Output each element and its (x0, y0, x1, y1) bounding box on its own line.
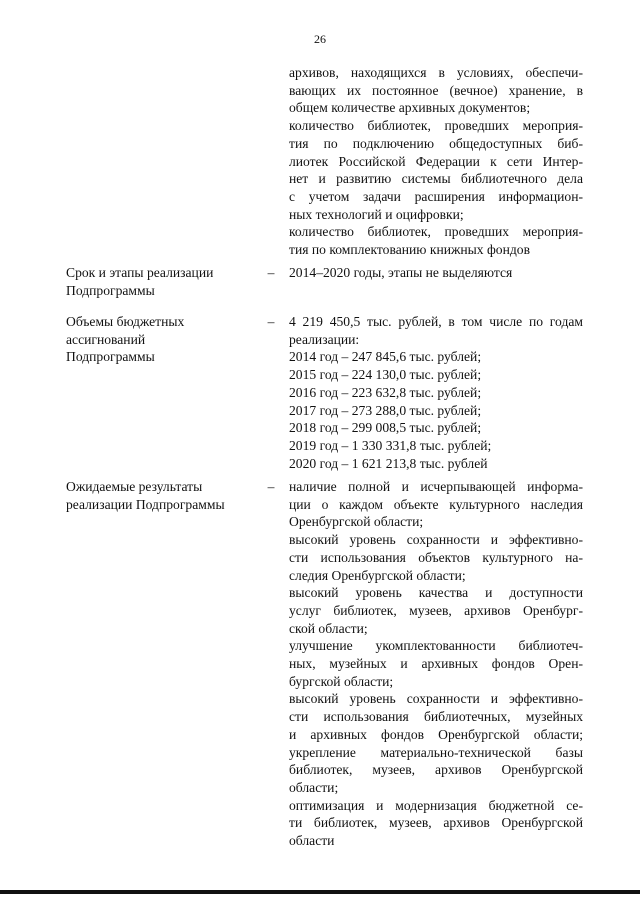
text-line: библиотек, музеев, архивов Оренбургской (289, 762, 583, 778)
page-number: 26 (314, 32, 326, 46)
text-line: лиотек Российской Федерации к сети Интер- (289, 153, 583, 169)
text-line: улучшение укомплектованности библиотеч- (289, 638, 583, 654)
text-line: 2018 год – 299 008,5 тыс. рублей; (289, 420, 482, 436)
text-line: с учетом задачи расширения информацион- (289, 188, 583, 204)
text-line: архивов, находящихся в условиях, обеспечи- (289, 65, 583, 80)
text-line: Оренбургской области; (289, 514, 424, 530)
text-line: высокий уровень сохранности и эффективно- (289, 691, 583, 707)
text-line: 2019 год – 1 330 331,8 тыс. рублей; (289, 437, 492, 453)
label-line: реализации Подпрограммы (66, 496, 225, 512)
label-line: Ожидаемые результаты (66, 479, 203, 494)
text-line: следия Оренбургской области; (289, 567, 466, 583)
text-line: высокий уровень сохранности и эффективно- (289, 532, 583, 548)
row-value-results (289, 478, 583, 850)
label-line: Подпрограммы (66, 282, 155, 298)
row-label-results (66, 478, 256, 513)
text-line: тия по комплектованию книжных фондов (289, 242, 531, 258)
text-line: 2015 год – 224 130,0 тыс. рублей; (289, 367, 482, 383)
text-line: укрепление материально-технической базы (289, 744, 583, 760)
text-line: сти использования библиотечных, музейных (289, 709, 583, 725)
row-value-term (289, 264, 583, 282)
text-line: 2020 год – 1 621 213,8 тыс. рублей (289, 455, 488, 471)
text-line: ции о каждом объекте культурного наследия (289, 496, 583, 512)
text-line: количество библиотек, проведших мероприя- (289, 118, 583, 134)
text-line: оптимизация и модернизация бюджетной се- (289, 797, 583, 813)
text-line: высокий уровень качества и доступности (289, 585, 583, 601)
text-line: вающих их постоянное (вечное) хранение, в (289, 82, 583, 98)
text-line: ных технологий и оцифровки; (289, 206, 464, 222)
label-line: ассигнований (66, 331, 146, 347)
text-line: тия по подключению общедоступных биб- (289, 135, 583, 151)
text-line: 4 219 450,5 тыс. рублей, в том числе по годам (289, 314, 583, 329)
text-line: количество библиотек, проведших мероприя- (289, 224, 583, 240)
text-line: нет и развитию системы библиотечного дела (289, 171, 583, 187)
text-line: и архивных фондов Оренбургской области; (289, 726, 583, 742)
bottom-rule (0, 890, 640, 894)
text-line: ти библиотек, музеев, архивов Оренбургской (289, 815, 583, 831)
label-line: Подпрограммы (66, 349, 155, 365)
row-dash: – (267, 314, 275, 329)
continuation-text (289, 64, 583, 259)
text-line: области (289, 833, 335, 849)
label-line: Объемы бюджетных (66, 314, 185, 329)
text-line: ской области; (289, 620, 368, 636)
text-line: реализации: (289, 331, 360, 347)
text-line: 2014 год – 247 845,6 тыс. рублей; (289, 349, 482, 365)
row-dash: – (267, 265, 275, 280)
text-line: общем количестве архивных документов; (289, 100, 531, 116)
text-line: 2014–2020 годы, этапы не выделяются (289, 265, 513, 280)
text-line: области; (289, 779, 339, 795)
text-line: ных, музейных и архивных фондов Орен- (289, 656, 583, 672)
text-line: сти использования объектов культурного на- (289, 549, 583, 565)
text-line: 2016 год – 223 632,8 тыс. рублей; (289, 384, 482, 400)
row-dash: – (267, 479, 275, 494)
row-label-budget (66, 313, 256, 366)
label-line: Срок и этапы реализации (66, 265, 214, 280)
text-line: 2017 год – 273 288,0 тыс. рублей; (289, 402, 482, 418)
text-line: услуг библиотек, музеев, архивов Оренбург- (289, 602, 583, 618)
row-label-term (66, 264, 256, 299)
text-line: наличие полной и исчерпывающей информа- (289, 479, 583, 494)
text-line: бургской области; (289, 673, 394, 689)
row-value-budget (289, 313, 583, 472)
